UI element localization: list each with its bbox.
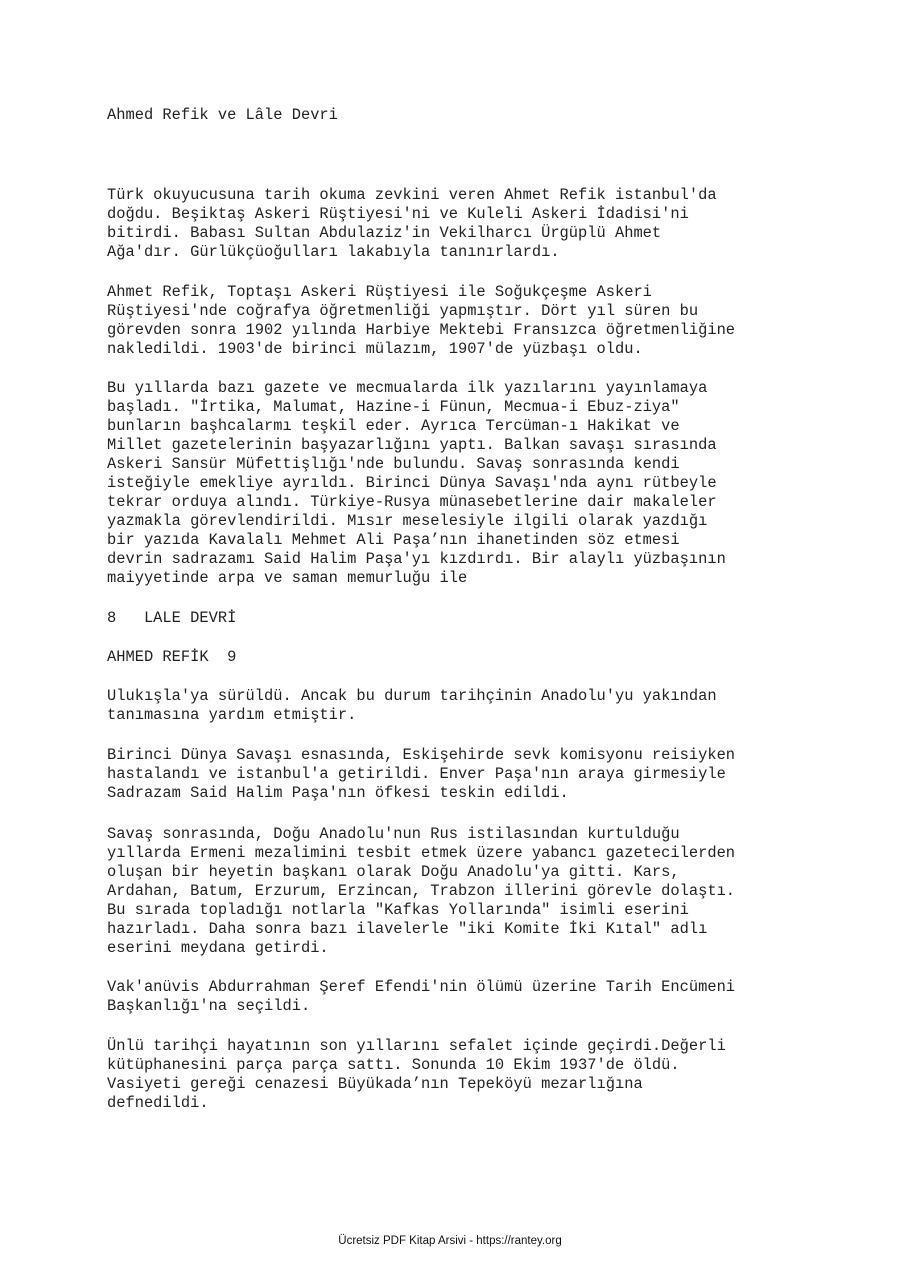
page-header-right: AHMED REFİK 9 (107, 648, 237, 666)
paragraph-4: Ulukışla'ya sürüldü. Ancak bu durum tarihçinin Anadolu'yu yakından tanımasına yardım etmiştir. (107, 687, 717, 724)
footer-text: Ücretsiz PDF Kitap Arsivi - https://rantey.org (338, 1235, 562, 1247)
paragraph-8: Ünlü tarihçi hayatının son yıllarını sefalet içinde geçirdi.Değerli kütüphanesini parça parça sattı. Sonunda 10 Ekim 1937'de öldü. Vasiyeti gereği cenazesi Büyükada’nın Tepeköyü mezarlığına defnedildi. (107, 1037, 726, 1112)
paragraph-1: Türk okuyucusuna tarih okuma zevkini veren Ahmet Refik istanbul'da doğdu. Beşiktaş Askeri Rüştiyesi'ni ve Kuleli Askeri İdadisi'ni bitirdi. Babası Sultan Abdulaziz'in Vekilharcı Ürgüplü Ahmet Ağa'dır. Gürlükçüoğulları lakabıyla tanınırlardı. (107, 186, 717, 261)
paragraph-3: Bu yıllarda bazı gazete ve mecmualarda ilk yazılarını yayınlamaya başladı. "İrtika, Malumat, Hazine-i Fünun, Mecmua-i Ebuz-ziya" bunların başhcalarmı teşkil eder. Ayrıca Tercüman-ı Hakikat ve Millet gazetelerinin başyazarlığını yaptı. Balkan savaşı sırasında Askeri Sansür Müfettişlığı'nde bulundu. Savaş sonrasında kendi isteğiyle emekliye ayrıldı. Birinci Dünya Savaşı'nda aynı rütbeyle tekrar orduya alındı. Türkiye-Rusya münasebetlerine dair makaleler yazmakla görevlendirildi. Mısır meselesiyle ilgili olarak yazdığı bir yazıda Kavalalı Mehmet Ali Paşa’nın ihanetinden söz etmesi devrin sadrazamı Said Halim Paşa'yı kızdırdı. Bir alaylı yüzbaşının maiyyetinde arpa ve saman memurluğu ile (107, 379, 726, 587)
paragraph-2: Ahmet Refik, Toptaşı Askeri Rüştiyesi ile Soğukçeşme Askeri Rüştiyesi'nde coğrafya öğretmenliği yapmıştır. Dört yıl süren bu görevden sonra 1902 yılında Harbiye Mektebi Fransızca öğretmenliğine nakledildi. 1903'de birinci mülazım, 1907'de yüzbaşı oldu. (107, 283, 736, 358)
paragraph-7: Vak'anüvis Abdurrahman Şeref Efendi'nin ölümü üzerine Tarih Encümeni Başkanlığı'na seçildi. (107, 978, 736, 1015)
paragraph-5: Birinci Dünya Savaşı esnasında, Eskişehirde sevk komisyonu reisiyken hastalandı ve istanbul'a getirildi. Enver Paşa'nın araya girmesiyle Sadrazam Said Halim Paşa'nın öfkesi teskin edildi. (107, 746, 736, 802)
document-title: Ahmed Refik ve Lâle Devri (107, 106, 338, 124)
page-header-left: 8 LALE DEVRİ (107, 609, 237, 627)
paragraph-6: Savaş sonrasında, Doğu Anadolu'nun Rus istilasından kurtulduğu yıllarda Ermeni mezalimini tesbit etmek üzere yabancı gazetecilerden oluşan bir heyetin başkanı olarak Doğu Anadolu'ya gitti. Kars, Ardahan, Batum, Erzurum, Erzincan, Trabzon illerini görevle dolaştı. Bu sırada topladığı notlarla "Kafkas Yollarında" isimli eserini hazırladı. Daha sonra bazı ilavelerle "iki Komite İki Kıtal" adlı eserini meydana getirdi. (107, 825, 736, 957)
